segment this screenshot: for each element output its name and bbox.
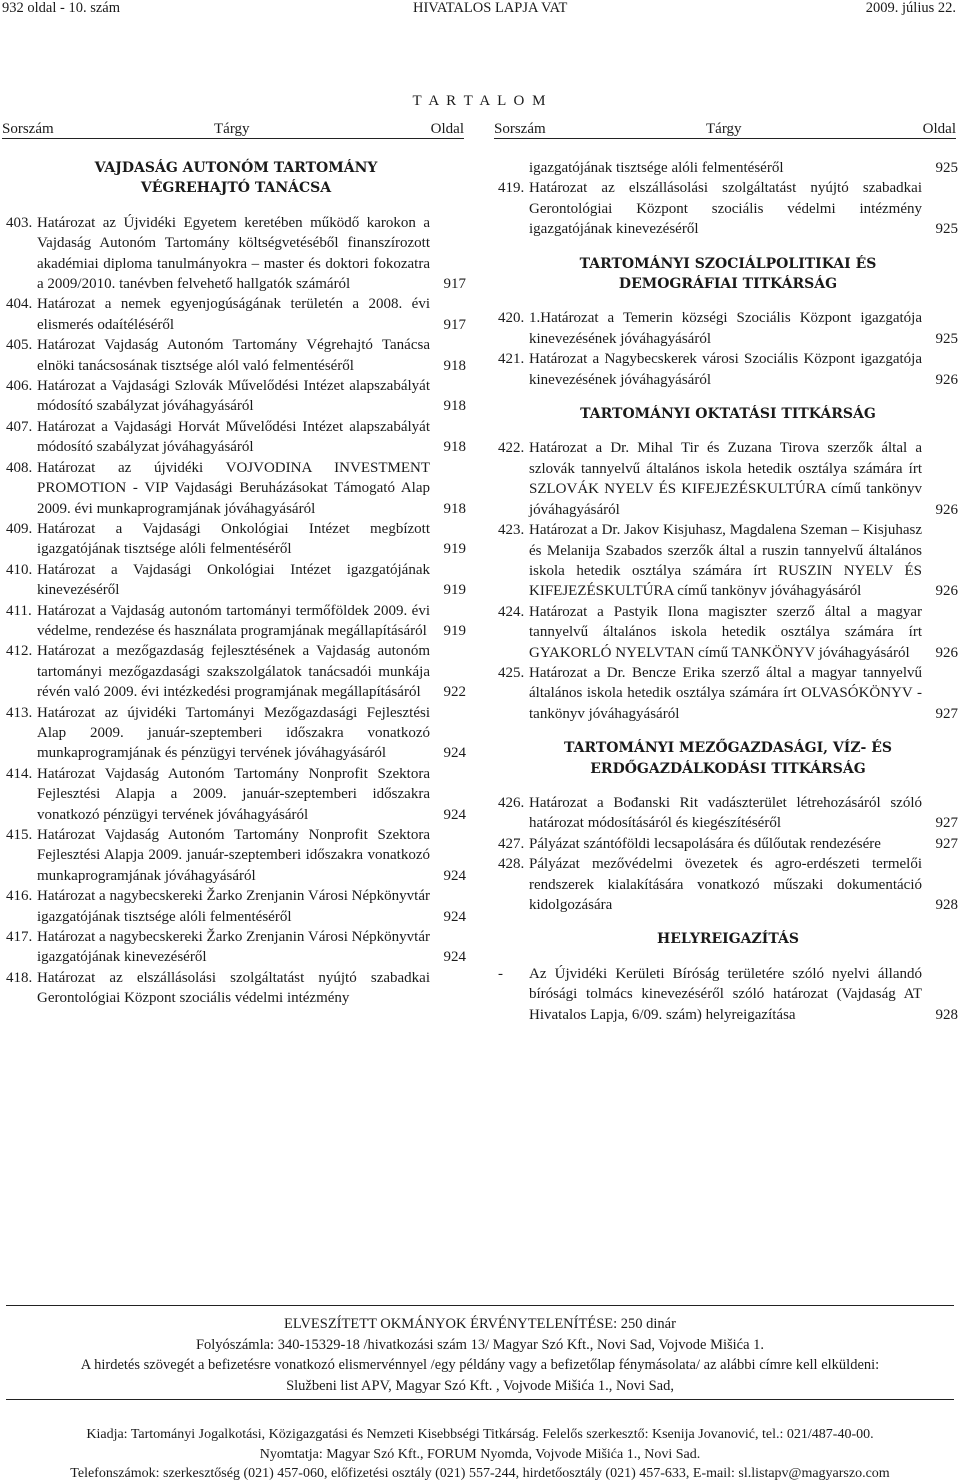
toc-entry[interactable] <box>498 520 958 602</box>
entry-page: 924 <box>443 867 466 884</box>
entry-text: Határozat a mezőgazdaság fejlesztésének a Vajdaság autonóm tartományi mezőgazdasági szakszolgálatok tanácsadói munkája révén való 2009. évi intézkedési programjának megállapításáról <box>37 643 430 701</box>
entry-text: Határozat az Újvidéki Egyetem keretében működő karokon a Vajdaság Autonóm Tartomány költségvetéséből finanszírozott akadémiai diploma tanulmányokra – master és doktori fokozatra a 2009/2010. tanévben felvehető hallgatók számáról <box>37 214 430 293</box>
toc-entry[interactable] <box>6 601 466 642</box>
entry-number: 406. <box>6 378 33 395</box>
entry-number: 411. <box>6 602 32 619</box>
entry-page: 926 <box>935 371 958 388</box>
right-column <box>498 158 958 1025</box>
entry-number: 421. <box>498 351 525 368</box>
left-column <box>6 158 466 1009</box>
entry-text: Határozat a Pastyik Ilona magiszter szerző által a magyar tannyelvű általános iskola hetedik osztálya számára írt GYAKORLÓ NYELVTAN című TANKÖNYV jóváhagyásáról <box>529 603 922 661</box>
entry-text: Az Újvidéki Kerületi Bíróság területére szóló nyelvi állandó bírósági tolmács kinevezéséről szóló határozat (Vajdaság AT Hivatalos Lapja, 6/09. szám) helyreigazítása <box>529 965 922 1023</box>
entry-page: 918 <box>443 500 466 517</box>
entry-number: 425. <box>498 664 525 681</box>
contents-title: T A R T A L O M <box>412 93 548 109</box>
entry-number: 423. <box>498 522 525 539</box>
entry-text: Határozat a Vajdasági Onkológiai Intézet megbízott igazgatójának tisztsége alóli felmentéséről <box>37 520 430 558</box>
left-entry-list <box>6 213 466 1009</box>
entry-text: 1.Határozat a Temerin községi Szociális Központ igazgatója kinevezésének jóváhagyásáról <box>529 310 922 347</box>
toc-entry[interactable] <box>498 349 958 390</box>
entry-number: 410. <box>6 561 33 578</box>
entry-page: 928 <box>935 1006 958 1023</box>
entry-text: Határozat a nemek egyenjogúságának területén a 2008. évi elismerés odaítéléséről <box>37 296 430 333</box>
section-heading: TARTOMÁNYI OKTATÁSI TITKÁRSÁG <box>580 406 876 423</box>
entry-text: Határozat a Bođanski Rit vadászterület létrehozásáról szóló határozat módosításáról és kiegészítéséről <box>529 794 922 832</box>
entry-number: 405. <box>6 337 33 354</box>
col-page-label: Oldal <box>430 121 464 137</box>
entry-number: 409. <box>6 520 33 537</box>
entry-page: 919 <box>443 582 466 599</box>
entry-page: 926 <box>935 644 958 661</box>
entry-number: 426. <box>498 794 525 811</box>
journal-name: HIVATALOS LAPJA VAT <box>413 0 568 16</box>
entry-number: 413. <box>6 704 33 721</box>
entry-text: Határozat az újvidéki Tartományi Mezőgazdasági Fejlesztési Alap 2009. január-szeptemberi időszakra vonatkozó munkaprogramjának és pénzügyi tervének jóváhagyásáról <box>37 704 430 762</box>
entry-page: 926 <box>935 583 958 600</box>
entry-page: 918 <box>443 357 466 374</box>
entry-text: Határozat az elszállásolási szolgáltatást nyújtó szabadkai Gerontológiai Központ szociális védelmi intézmény igazgatójának kinevezéséről <box>529 180 922 238</box>
left-column-header <box>2 120 464 139</box>
entry-number: 416. <box>6 888 33 905</box>
entry-number: 414. <box>6 765 33 782</box>
entry-page: 918 <box>443 398 466 415</box>
entry-page: 926 <box>935 501 958 518</box>
toc-entry[interactable] <box>498 438 958 520</box>
entry-number: 424. <box>498 603 525 620</box>
notice-line: Službeni list APV, Magyar Szó Kft. , Vojvode Mišića 1., Novi Sad, <box>286 1377 674 1394</box>
entry-text: Határozat Vajdaság Autonóm Tartomány Végrehajtó Tanácsa elnöki tanácsosának tisztsége alól való felmentéséről <box>37 337 430 374</box>
entry-text: igazgatójának tisztsége alóli felmentéséről <box>529 160 784 176</box>
notice-line: ELVESZÍTETT OKMÁNYOK ÉRVÉNYTELENÍTÉSE: 250 dinár <box>284 1316 676 1332</box>
toc-entry[interactable] <box>6 213 466 295</box>
toc-entry[interactable] <box>6 764 466 825</box>
toc-entry[interactable] <box>6 703 466 764</box>
toc-entry[interactable] <box>498 834 958 854</box>
toc-entry[interactable] <box>498 854 958 915</box>
entry-text: Határozat a Dr. Bencze Erika szerző által a magyar tannyelvű általános iskola hetedik osztálya számára írt OLVASÓKÖNYV - tankönyv jóváhagyásáról <box>529 664 922 722</box>
entry-text: Határozat Vajdaság Autonóm Tartomány Nonprofit Szektora Fejlesztési Alapja a 2009. január-szeptemberi időszakra vonatkozó pénzügyi tervének jóváhagyásáról <box>37 765 430 823</box>
entry-text: Határozat a nagybecskereki Žarko Zrenjanin Városi Népkönyvtár igazgatójának kinevezéséről <box>37 929 430 966</box>
imprint-line: Kiadja: Tartományi Jogalkotási, Közigazgatási és Nemzeti Kisebbségi Titkárság. Felelős szerkesztő: Ksenija Jovanović, tel.: 021/487-40-00. <box>86 1427 874 1442</box>
entry-page: 927 <box>935 705 958 722</box>
entry-text: Határozat a Vajdasági Horvát Művelődési Intézet alapszabályát módosító szabályzat jóváhagyásáról <box>37 418 430 456</box>
page-number: 932 oldal - 10. szám <box>2 0 120 16</box>
entry-number: 420. <box>498 310 525 327</box>
toc-entry[interactable] <box>498 793 958 834</box>
entry-number: 419. <box>498 180 525 197</box>
toc-entry[interactable] <box>6 417 466 458</box>
entry-page: 917 <box>443 276 466 293</box>
toc-entry[interactable] <box>6 335 466 376</box>
toc-entry[interactable] <box>498 178 958 239</box>
entry-number: 412. <box>6 643 33 660</box>
toc-entry[interactable] <box>6 825 466 886</box>
entry-page: 925 <box>935 160 958 176</box>
toc-entry[interactable] <box>498 602 958 663</box>
toc-entry[interactable] <box>498 964 958 1025</box>
col-number-label: Sorszám <box>2 121 54 137</box>
entry-text: Határozat a Vajdasági Onkológiai Intézet igazgatójának kinevezéséről <box>37 561 430 599</box>
entry-page: 918 <box>443 439 466 456</box>
right-column-header <box>494 120 956 139</box>
entry-page: 924 <box>443 745 466 762</box>
toc-entry-continuation[interactable] <box>498 158 958 178</box>
col-subject-label: Tárgy <box>214 121 250 137</box>
entry-text: Határozat a Nagybecskerek városi Szociális Központ igazgatója kinevezésének jóváhagyásáról <box>529 351 922 388</box>
section-heading: TARTOMÁNYI SZOCIÁLPOLITIKAI ÉS DEMOGRÁFIAI TITKÁRSÁG <box>579 255 877 293</box>
entry-text: Határozat Vajdaság Autonóm Tartomány Nonprofit Szektora Fejlesztési Alapja 2009. január-szeptemberi időszakra vonatkozó munkaprogramjának jóváhagyásáról <box>37 827 430 884</box>
col-page-label: Oldal <box>922 121 956 137</box>
entry-page: 924 <box>443 949 466 966</box>
col-number-label: Sorszám <box>494 121 546 137</box>
entry-page: 924 <box>443 908 466 925</box>
entry-page: 928 <box>935 897 958 913</box>
entry-page: 925 <box>935 221 958 238</box>
entry-page: 919 <box>443 622 466 639</box>
notice-line: A hirdetés szövegét a befizetésre vonatkozó elismervénnyel /egy példány vagy a befizetőlap fénymásolata/ az alábbi címre kell elküldeni: <box>80 1357 880 1373</box>
entry-number: 415. <box>6 827 33 843</box>
toc-entry[interactable] <box>498 308 958 349</box>
entry-number: 404. <box>6 296 33 313</box>
entry-text: Határozat a Dr. Jakov Kisjuhasz, Magdalena Szeman – Kisjuhasz és Melanija Szabados szerzők által a ruszin tannyelvű általános iskola hetedik osztálya számára írt RUSZIN NYELV ÉS KIFEJEZÉSKULTÚRA című tankönyv jóváhagyásáról <box>529 522 922 600</box>
entry-text: Pályázat mezővédelmi övezetek és agro-erdészeti termelői rendszerek kialakítására vonatkozó műszaki dokumentáció kidolgozására <box>529 856 922 913</box>
toc-entry[interactable] <box>498 663 958 724</box>
entry-text: Határozat a nagybecskereki Žarko Zrenjanin Városi Népkönyvtár igazgatójának tisztsége alóli felmentéséről <box>37 888 430 925</box>
entry-number: 403. <box>6 214 33 231</box>
toc-entry[interactable] <box>6 560 466 601</box>
entry-text: Határozat a Vajdasági Szlovák Művelődési Intézet alapszabályát módosító szabályzat jóváhagyásáról <box>37 378 430 415</box>
entry-page: 922 <box>443 684 466 701</box>
entry-page: 927 <box>935 815 958 832</box>
issue-date: 2009. július 22. <box>865 0 956 16</box>
entry-number: 417. <box>6 929 33 946</box>
toc-entry[interactable] <box>6 886 466 927</box>
entry-text: Határozat az elszállásolási szolgáltatást nyújtó szabadkai Gerontológiai Központ szociális védelmi intézmény <box>37 969 430 1007</box>
entry-page: 924 <box>443 806 466 823</box>
entry-number: 427. <box>498 835 525 852</box>
entry-number: 418. <box>6 969 33 986</box>
entry-page: 927 <box>935 835 958 852</box>
section-heading: TARTOMÁNYI MEZŐGAZDASÁGI, VÍZ- ÉS ERDŐGAZDÁLKODÁSI TITKÁRSÁG <box>563 740 893 777</box>
toc-entry[interactable] <box>6 968 466 1009</box>
entry-number: - <box>498 965 503 982</box>
entry-page: 917 <box>443 316 466 333</box>
imprint-line: Nyomtatja: Magyar Szó Kft., FORUM Nyomda, Vojvode Mišića 1., Novi Sad. <box>259 1446 701 1462</box>
page-header <box>0 0 960 16</box>
imprint-line: Telefonszámok: szerkesztőség (021) 457-060, előfizetési osztály (021) 557-244, hirdetőosztály (021) 457-633, E-mail: sl.listapv@magyarszo.com <box>70 1466 890 1481</box>
toc-entry[interactable] <box>6 519 466 560</box>
entry-text: Határozat a Dr. Mihal Tir és Zuzana Tirova szerzők által a szlovák tannyelvű általános iskola hetedik osztálya számára írt SZLOVÁK NYELV ÉS KIFEJEZÉSKULTÚRA című tankönyv jóváhagyásáról <box>529 440 922 518</box>
right-section-list <box>498 254 958 1025</box>
section-heading: HELYREIGAZÍTÁS <box>657 931 799 948</box>
entry-text: Határozat a Vajdaság autonóm tartományi termőföldek 2009. évi védelme, rendezése és használata programjának megállapításáról <box>37 602 430 639</box>
toc-entry[interactable] <box>6 458 466 519</box>
toc-entry[interactable] <box>6 376 466 417</box>
entry-page: 925 <box>935 330 958 347</box>
entry-text: Pályázat szántóföldi lecsapolására és dűlőutak rendezésére <box>529 835 881 852</box>
section-heading: VAJDASÁG AUTONÓM TARTOMÁNY VÉGREHAJTÓ TANÁCSA <box>94 160 378 197</box>
imprint <box>0 1425 960 1484</box>
entry-number: 408. <box>6 459 33 476</box>
toc-entry[interactable] <box>6 294 466 335</box>
entry-text: Határozat az újvidéki VOJVODINA INVESTMENT PROMOTION - VIP Vajdasági Beruházásokat Támogató Alap 2009. évi munkaprogramjának jóváhagyásáról <box>37 459 430 517</box>
entry-number: 407. <box>6 418 33 435</box>
notice-box <box>6 1305 954 1400</box>
notice-line: Folyószámla: 340-15329-18 /hivatkozási szám 13/ Magyar Szó Kft., Novi Sad, Vojvode Mišića 1. <box>195 1336 765 1353</box>
entry-page: 919 <box>443 541 466 558</box>
toc-entry[interactable] <box>6 927 466 968</box>
entry-number: 422. <box>498 440 525 457</box>
col-subject-label: Tárgy <box>706 121 742 137</box>
entry-number: 428. <box>498 856 525 873</box>
toc-entry[interactable] <box>6 641 466 702</box>
